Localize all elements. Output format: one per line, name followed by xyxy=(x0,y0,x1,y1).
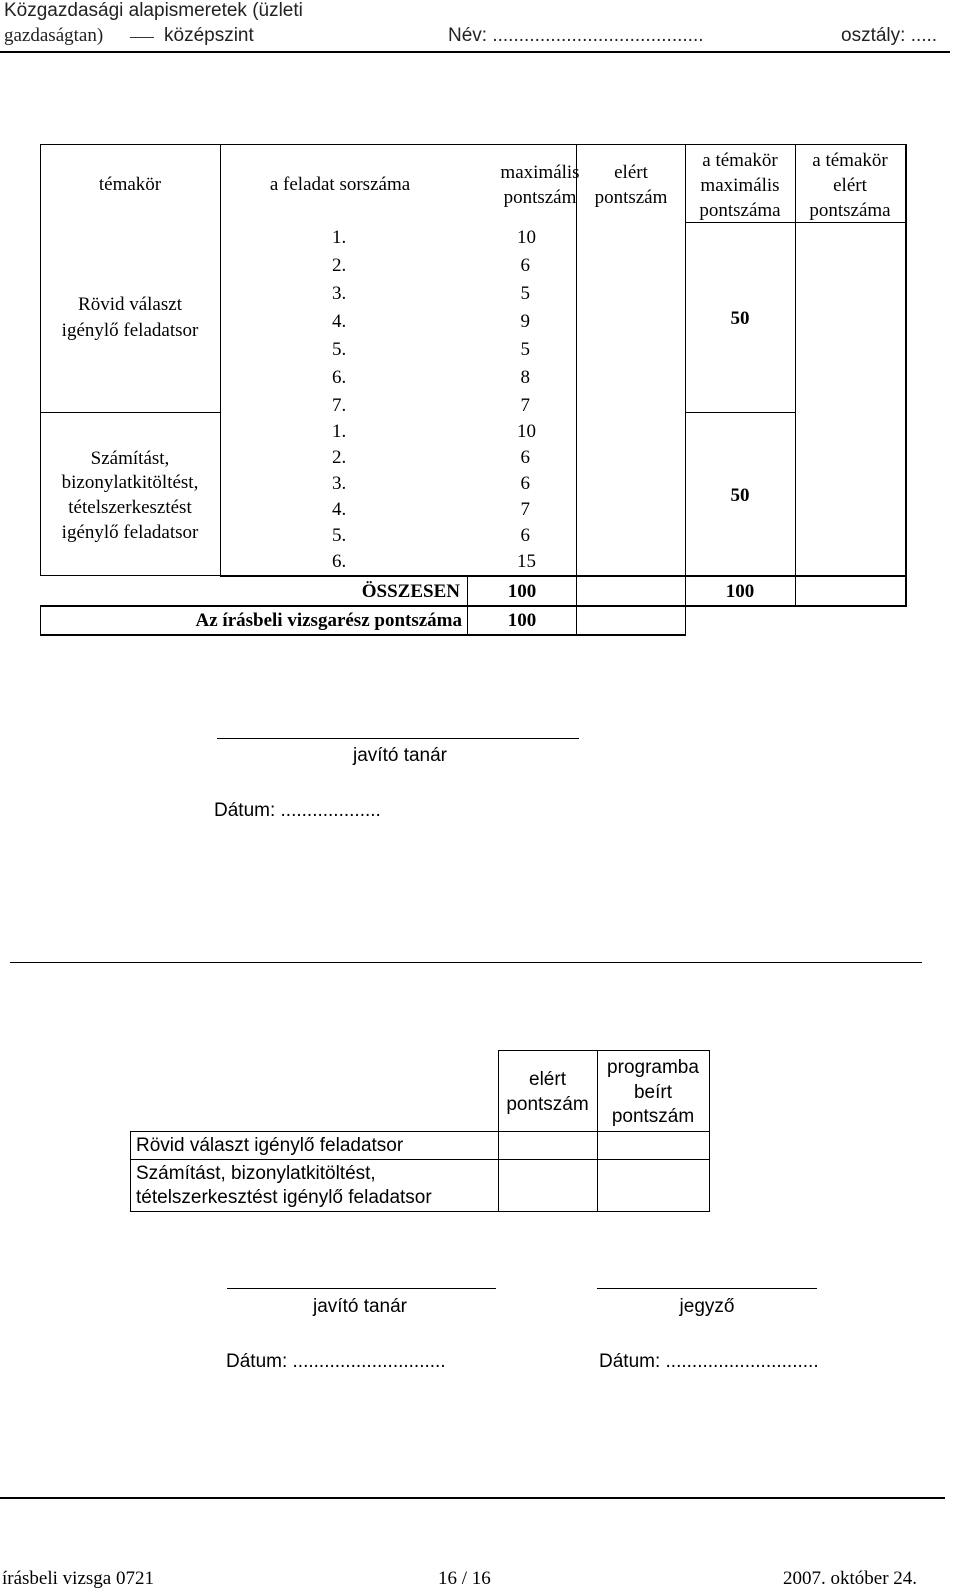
max-points: 6 xyxy=(520,447,530,468)
task-number: 7. xyxy=(332,395,347,416)
table-border xyxy=(576,144,577,635)
group1-name: igénylő feladatsor xyxy=(61,320,199,341)
table-border xyxy=(40,412,220,413)
table-border xyxy=(40,605,907,607)
group2-name: igénylő feladatsor xyxy=(61,522,199,543)
max-points: 5 xyxy=(520,283,530,304)
table-border xyxy=(130,1131,131,1212)
task-number: 3. xyxy=(332,283,347,304)
table-border xyxy=(498,1050,710,1051)
signature-line xyxy=(227,1288,496,1289)
group1-name: Rövid választ xyxy=(78,294,182,315)
subject-title-line2a: gazdaságtan) xyxy=(4,25,104,46)
task-number: 4. xyxy=(332,499,347,520)
max-points: 10 xyxy=(517,421,536,442)
date-field: Dátum: ................... xyxy=(214,800,381,821)
summary-header-earned: pontszám xyxy=(506,1094,589,1115)
written-part-label: Az írásbeli vizsgarész pontszáma xyxy=(195,610,462,631)
task-number: 2. xyxy=(332,255,347,276)
header-topic-max: maximális xyxy=(700,175,780,196)
summary-row-1: Rövid választ igénylő feladatsor xyxy=(136,1135,404,1156)
max-points: 10 xyxy=(517,227,536,248)
total-max: 100 xyxy=(507,581,537,602)
total-topic-max: 100 xyxy=(725,581,755,602)
header-earned: elért xyxy=(614,162,648,183)
table-border xyxy=(130,1131,710,1132)
header-max-points: pontszám xyxy=(503,187,577,208)
header-topic-max: pontszáma xyxy=(699,200,781,221)
task-number: 2. xyxy=(332,447,347,468)
header-topic: témakör xyxy=(98,174,162,195)
written-part-max: 100 xyxy=(507,610,537,631)
task-number: 1. xyxy=(332,227,347,248)
notary-label: jegyző xyxy=(679,1296,735,1317)
task-number: 6. xyxy=(332,367,347,388)
max-points: 8 xyxy=(520,367,530,388)
footer-rule xyxy=(0,1497,945,1499)
table-border xyxy=(220,575,907,577)
table-border xyxy=(220,144,221,575)
date-field-left: Dátum: ............................. xyxy=(226,1351,446,1372)
table-border xyxy=(130,1159,710,1160)
table-border xyxy=(685,412,795,413)
summary-header-earned: elért xyxy=(529,1069,566,1090)
summary-header-entered: programba xyxy=(607,1057,699,1078)
max-points: 6 xyxy=(520,525,530,546)
total-label: ÖSSZESEN xyxy=(361,581,460,602)
name-field: Név: ........................................ xyxy=(448,25,704,46)
table-border xyxy=(40,634,686,636)
group2-topic-max: 50 xyxy=(730,485,750,506)
signature-line xyxy=(597,1288,817,1289)
summary-header-entered: pontszám xyxy=(611,1106,695,1127)
section-divider xyxy=(10,962,922,963)
task-number: 6. xyxy=(332,551,347,572)
corrector-label: javító tanár xyxy=(313,1296,407,1317)
max-points: 6 xyxy=(520,473,530,494)
group1-topic-max: 50 xyxy=(730,308,750,329)
class-field: osztály: ..... xyxy=(841,25,938,46)
group2-name: Számítást, xyxy=(90,448,170,469)
group2-name: tételszerkesztést xyxy=(68,497,192,518)
header-topic-earned: pontszáma xyxy=(809,200,891,221)
header-topic-earned: a témakör xyxy=(812,150,888,171)
footer-exam-code: írásbeli vizsga 0721 xyxy=(2,1568,154,1589)
summary-row-2: tételszerkesztést igénylő feladatsor xyxy=(136,1187,432,1208)
header-earned: pontszám xyxy=(594,187,668,208)
max-points: 7 xyxy=(520,499,530,520)
max-points: 5 xyxy=(520,339,530,360)
table-border xyxy=(905,144,907,605)
max-points: 9 xyxy=(520,311,530,332)
table-border xyxy=(130,1211,710,1212)
corrector-label: javító tanár xyxy=(353,745,447,766)
footer-page-number: 16 / 16 xyxy=(438,1568,491,1589)
table-border xyxy=(40,144,905,145)
date-field-right: Dátum: ............................. xyxy=(599,1351,819,1372)
task-number: 5. xyxy=(332,525,347,546)
task-number: 3. xyxy=(332,473,347,494)
task-number: 5. xyxy=(332,339,347,360)
group2-name: bizonylatkitöltést, xyxy=(61,472,199,493)
summary-row-2: Számítást, bizonylatkitöltést, xyxy=(136,1163,376,1184)
footer-date: 2007. október 24. xyxy=(783,1568,918,1589)
max-points: 15 xyxy=(517,551,536,572)
header-topic-earned: elért xyxy=(833,175,867,196)
header-max-points: maximális xyxy=(500,162,580,183)
signature-line xyxy=(217,738,579,739)
subject-title-line2b: középszint xyxy=(164,25,254,46)
max-points: 7 xyxy=(520,395,530,416)
dash-separator xyxy=(130,37,154,38)
task-number: 1. xyxy=(332,421,347,442)
header-task-number: a feladat sorszáma xyxy=(269,174,411,195)
subject-title-line1: Közgazdasági alapismeretek (üzleti xyxy=(4,0,303,21)
max-points: 6 xyxy=(520,255,530,276)
summary-header-entered: beírt xyxy=(633,1082,673,1103)
header-topic-max: a témakör xyxy=(702,150,778,171)
task-number: 4. xyxy=(332,311,347,332)
table-border xyxy=(40,575,220,576)
header-rule xyxy=(0,51,950,53)
